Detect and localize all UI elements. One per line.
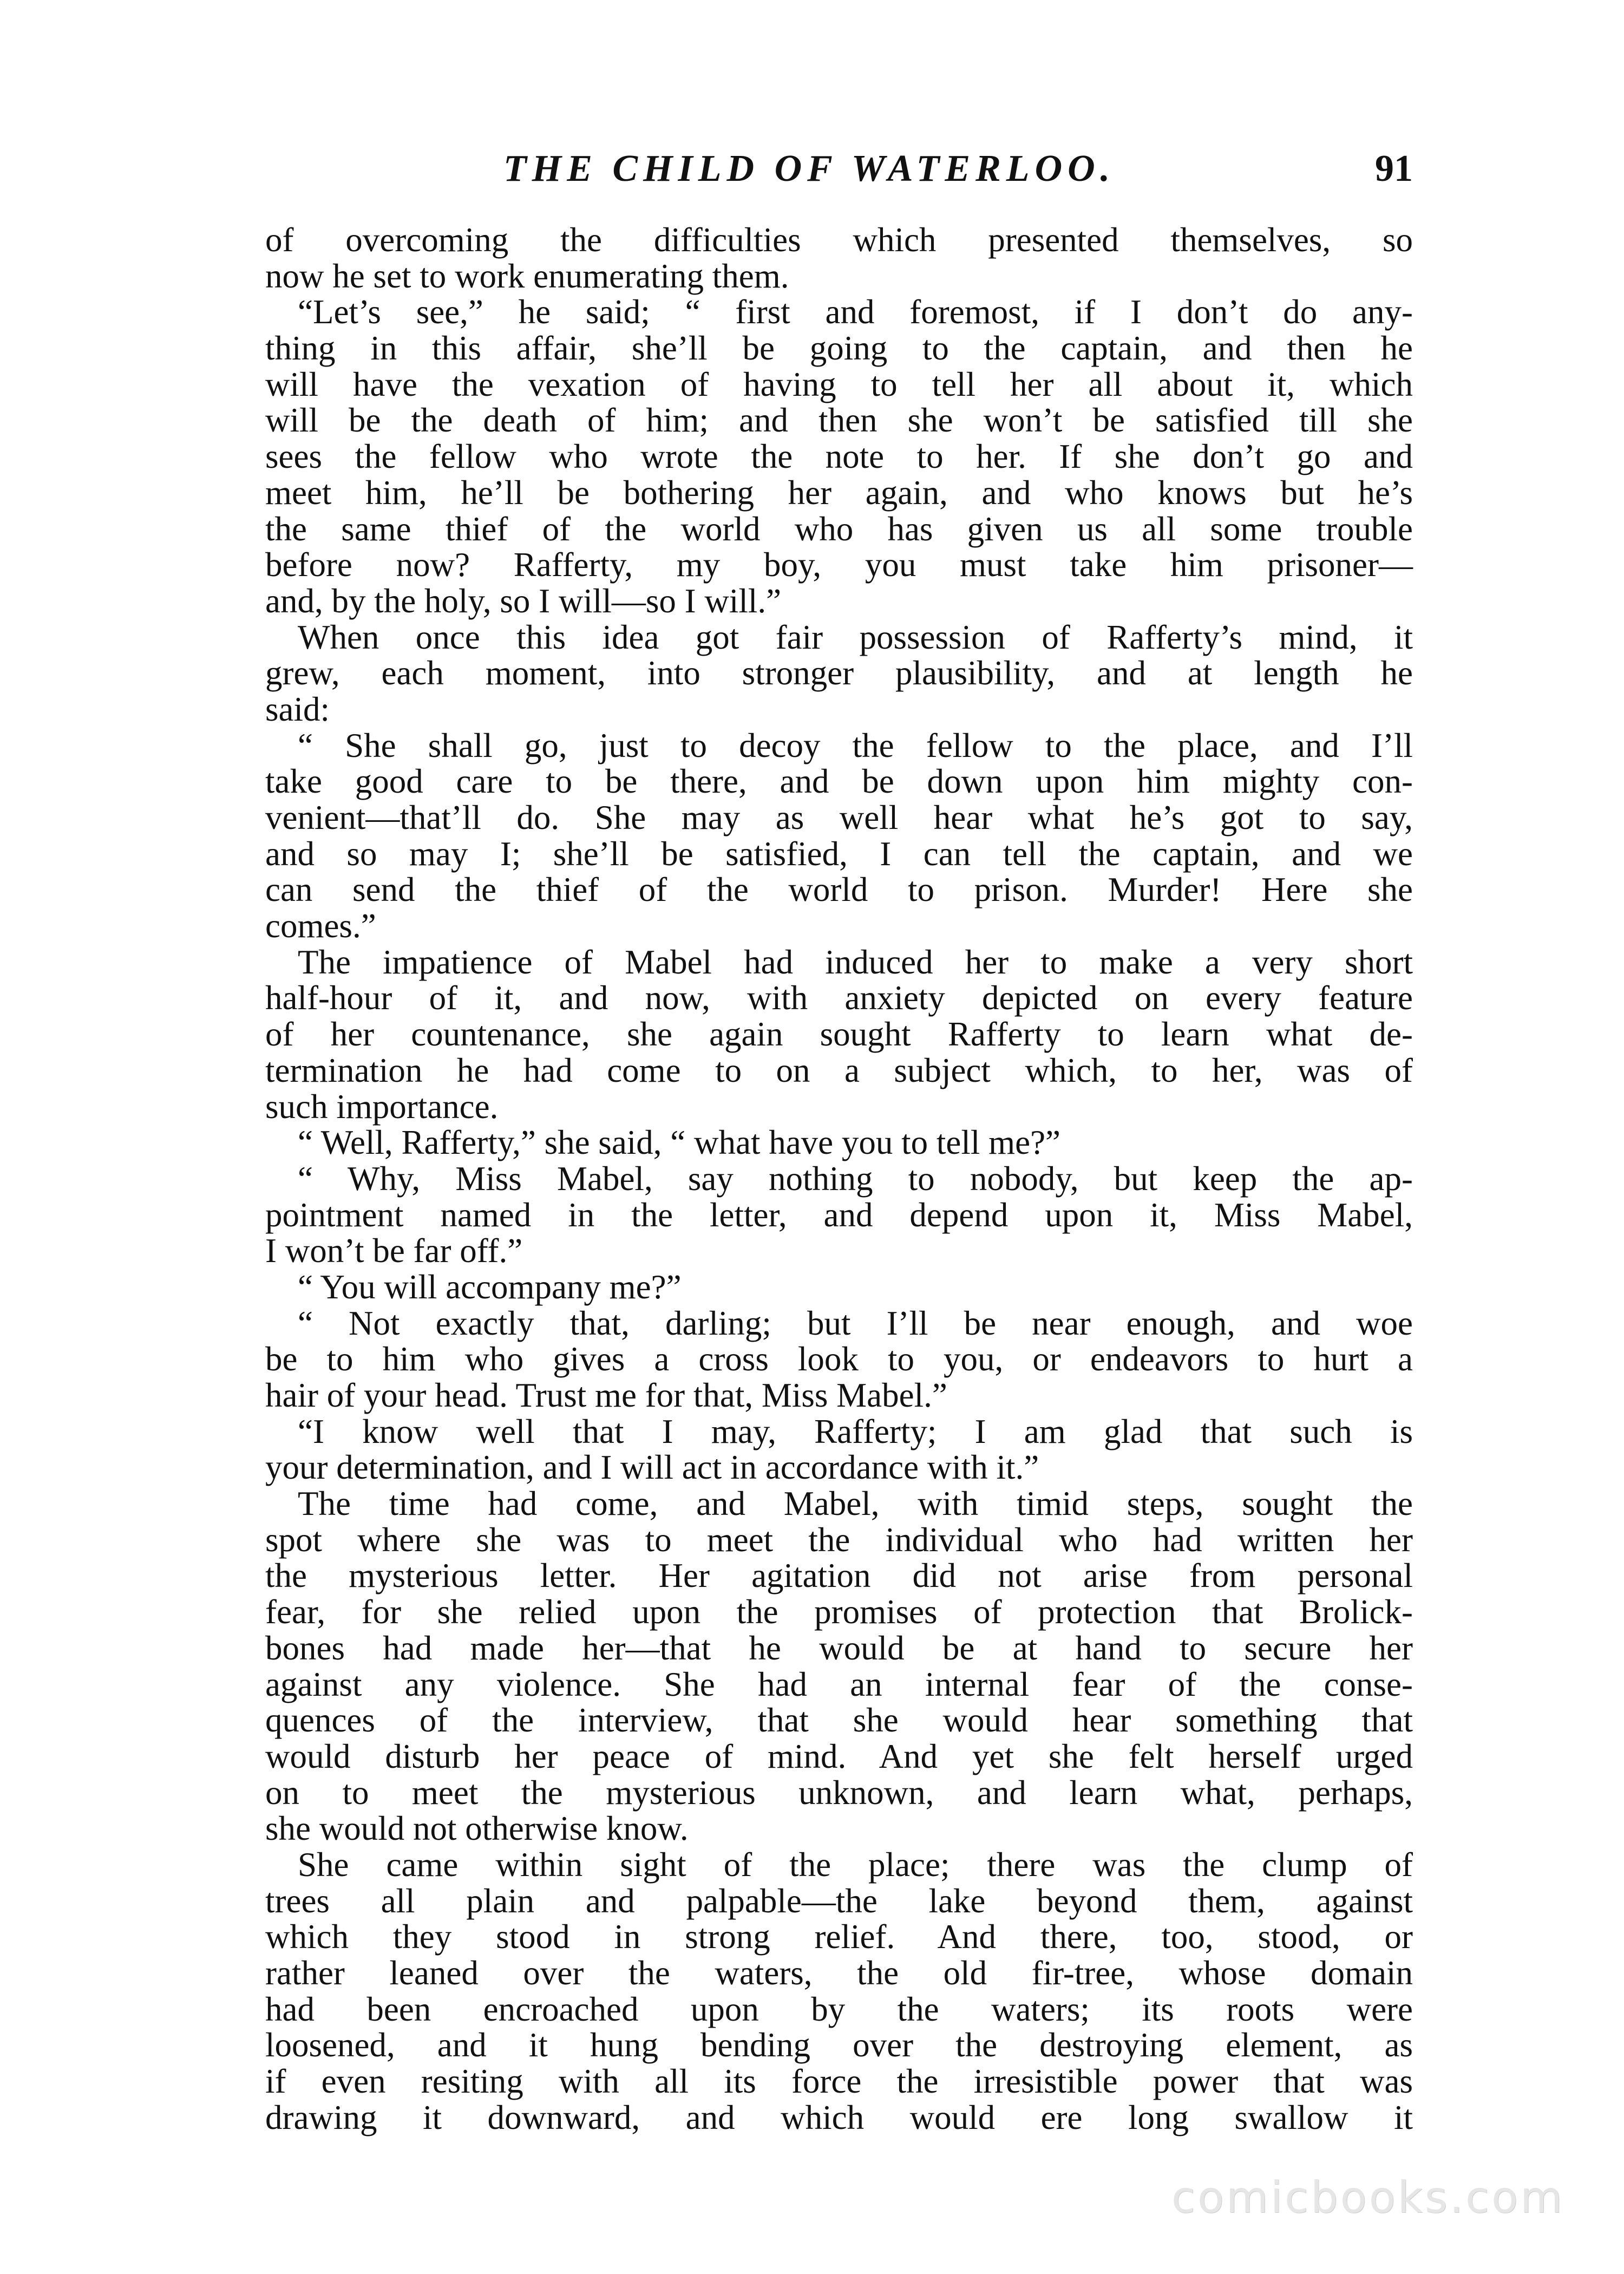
body-text: [265, 222, 1413, 2135]
text-line: loosened, and it hung bending over the destroying element, as: [265, 2026, 1413, 2064]
text-line: comes.”: [265, 907, 376, 945]
text-line: “ You will accompany me?”: [298, 1267, 682, 1306]
text-line: take good care to be there, and be down upon him mighty con-: [265, 762, 1413, 801]
text-line: fear, for she relied upon the promises of protection that Brolick-: [265, 1593, 1413, 1631]
text-line: the same thief of the world who has given us all some trouble: [265, 509, 1413, 548]
text-line: now he set to work enumerating them.: [265, 257, 789, 295]
text-line: would disturb her peace of mind. And yet she felt herself urged: [265, 1737, 1413, 1775]
text-line: can send the thief of the world to prison. Murder! Here she: [265, 871, 1413, 909]
text-line: half-hour of it, and now, with anxiety depicted on every feature: [265, 979, 1413, 1017]
text-line: “Let’s see,” he said; “ first and foremost, if I don’t do any-: [298, 293, 1413, 331]
text-line: said:: [265, 690, 330, 728]
text-line: on to meet the mysterious unknown, and learn what, perhaps,: [265, 1773, 1413, 1812]
text-line: meet him, he’ll be bothering her again, and who knows but he’s: [265, 473, 1413, 512]
running-head: [265, 147, 1413, 196]
text-line: and, by the holy, so I will—so I will.”: [265, 581, 782, 620]
text-line: venient—that’ll do. She may as well hear what he’s got to say,: [265, 799, 1413, 837]
text-line: The time had come, and Mabel, with timid steps, sought the: [298, 1485, 1413, 1523]
text-line: before now? Rafferty, my boy, you must take him prisoner—: [265, 546, 1413, 584]
text-line: I won’t be far off.”: [265, 1232, 523, 1270]
text-line: “ She shall go, just to decoy the fellow to the place, and I’ll: [298, 726, 1413, 764]
text-line: rather leaned over the waters, the old fir-tree, whose domain: [265, 1954, 1413, 1992]
text-line: The impatience of Mabel had induced her to make a very short: [298, 943, 1413, 981]
text-line: hair of your head. Trust me for that, Miss Mabel.”: [265, 1376, 947, 1414]
text-line: grew, each moment, into stronger plausibility, and at length he: [265, 654, 1413, 692]
text-line: and so may I; she’ll be satisfied, I can tell the captain, and we: [265, 834, 1413, 873]
text-line: “ Not exactly that, darling; but I’ll be near enough, and woe: [298, 1304, 1413, 1342]
text-line: will be the death of him; and then she won’t be satisfied till she: [265, 401, 1413, 440]
text-line: sees the fellow who wrote the note to her. If she don’t go and: [265, 437, 1413, 476]
text-line: “ Well, Rafferty,” she said, “ what have you to tell me?”: [298, 1123, 1061, 1162]
text-line: pointment named in the letter, and depend upon it, Miss Mabel,: [265, 1195, 1413, 1234]
text-line: will have the vexation of having to tell her all about it, which: [265, 365, 1413, 403]
text-line: if even resiting with all its force the irresistible power that was: [265, 2062, 1413, 2101]
watermark: comicbooks.com: [1171, 2172, 1564, 2223]
text-line: which they stood in strong relief. And there, too, stood, or: [265, 1918, 1413, 1956]
text-line: against any violence. She had an internal fear of the conse-: [265, 1665, 1413, 1703]
text-line: of her countenance, she again sought Rafferty to learn what de-: [265, 1015, 1413, 1054]
text-line: quences of the interview, that she would hear something that: [265, 1701, 1413, 1740]
page-number: 91: [1375, 148, 1413, 190]
running-title: THE CHILD OF WATERLOO.: [503, 148, 1116, 190]
text-line: thing in this affair, she’ll be going to the captain, and then he: [265, 329, 1413, 368]
text-line: She came within sight of the place; there was the clump of: [298, 1845, 1413, 1884]
text-line: drawing it downward, and which would ere long swallow it: [265, 2098, 1413, 2136]
text-line: she would not otherwise know.: [265, 1809, 689, 1848]
text-line: trees all plain and palpable—the lake beyond them, against: [265, 1881, 1413, 1920]
text-line: termination he had come to on a subject which, to her, was of: [265, 1051, 1413, 1089]
text-line: “I know well that I may, Rafferty; I am glad that such is: [298, 1412, 1413, 1450]
text-line: When once this idea got fair possession of Rafferty’s mind, it: [298, 618, 1413, 656]
text-line: bones had made her—that he would be at hand to secure her: [265, 1629, 1413, 1667]
text-line: of overcoming the difficulties which presented themselves, so: [265, 221, 1413, 259]
text-line: the mysterious letter. Her agitation did not arise from personal: [265, 1557, 1413, 1595]
text-line: “ Why, Miss Mabel, say nothing to nobody, but keep the ap-: [298, 1159, 1413, 1198]
text-line: spot where she was to meet the individual who had written her: [265, 1520, 1413, 1559]
text-line: such importance.: [265, 1087, 499, 1126]
text-line: your determination, and I will act in accordance with it.”: [265, 1448, 1039, 1487]
text-line: had been encroached upon by the waters; its roots were: [265, 1990, 1413, 2028]
text-line: be to him who gives a cross look to you, or endeavors to hurt a: [265, 1340, 1413, 1378]
